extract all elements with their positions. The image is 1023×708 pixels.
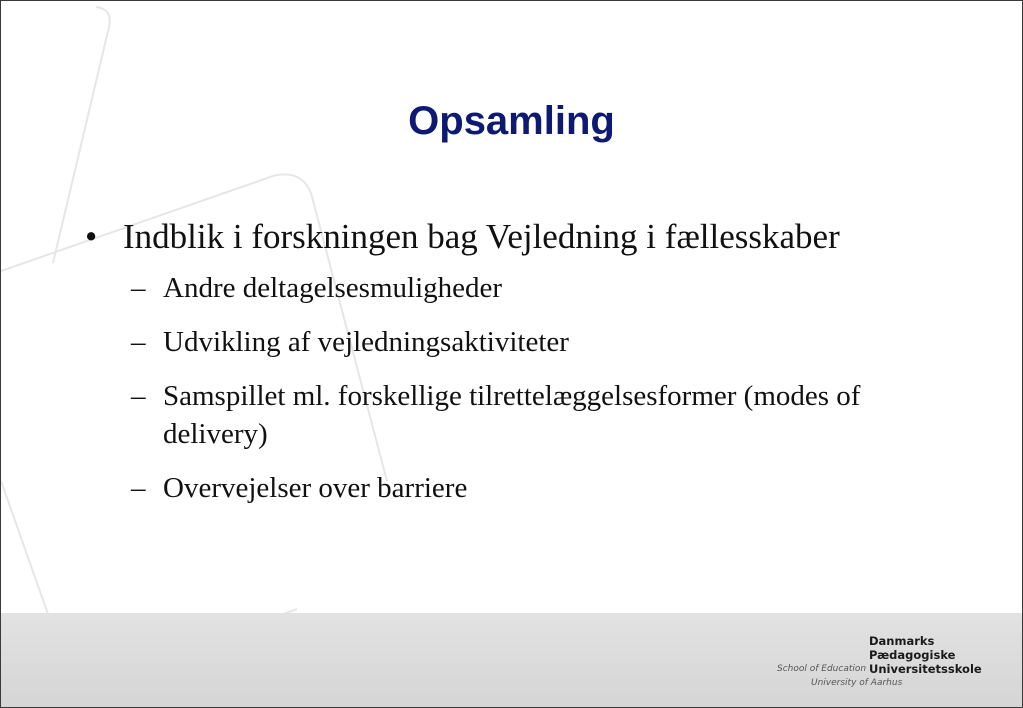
logo-wordmark	[869, 634, 982, 676]
sub-list	[85, 269, 945, 507]
sub-item-text: Andre deltagelsesmuligheder	[163, 272, 503, 304]
dash-marker: –	[131, 272, 146, 304]
sub-item	[85, 377, 945, 453]
sub-item-text: Samspillet ml. forskellige tilrettelæggelsesformer (modes of delivery)	[163, 380, 861, 450]
sub-item	[85, 323, 945, 361]
logo-university-text: University of Aarhus	[811, 678, 903, 688]
logo-line-1: Danmarks	[869, 634, 935, 648]
slide-content	[85, 215, 945, 523]
dash-marker: –	[131, 380, 146, 412]
bullet-item	[85, 215, 945, 259]
logo-line-2: Pædagogiske	[869, 648, 956, 662]
institution-logo	[777, 634, 982, 694]
logo-line-3: Universitetsskole	[869, 662, 982, 676]
dash-marker: –	[131, 326, 146, 358]
dash-marker: –	[131, 472, 146, 504]
sub-item	[85, 469, 945, 507]
sub-item-text: Udvikling af vejledningsaktiviteter	[163, 326, 569, 358]
logo-school-text: School of Education	[777, 664, 867, 674]
sub-item-text: Overvejelser over barriere	[163, 472, 468, 504]
bullet-marker: •	[85, 217, 98, 256]
sub-item	[85, 269, 945, 307]
bullet-text: Indblik i forskningen bag Vejledning i fællesskaber	[123, 217, 840, 256]
slide-title: Opsamling	[408, 99, 615, 143]
